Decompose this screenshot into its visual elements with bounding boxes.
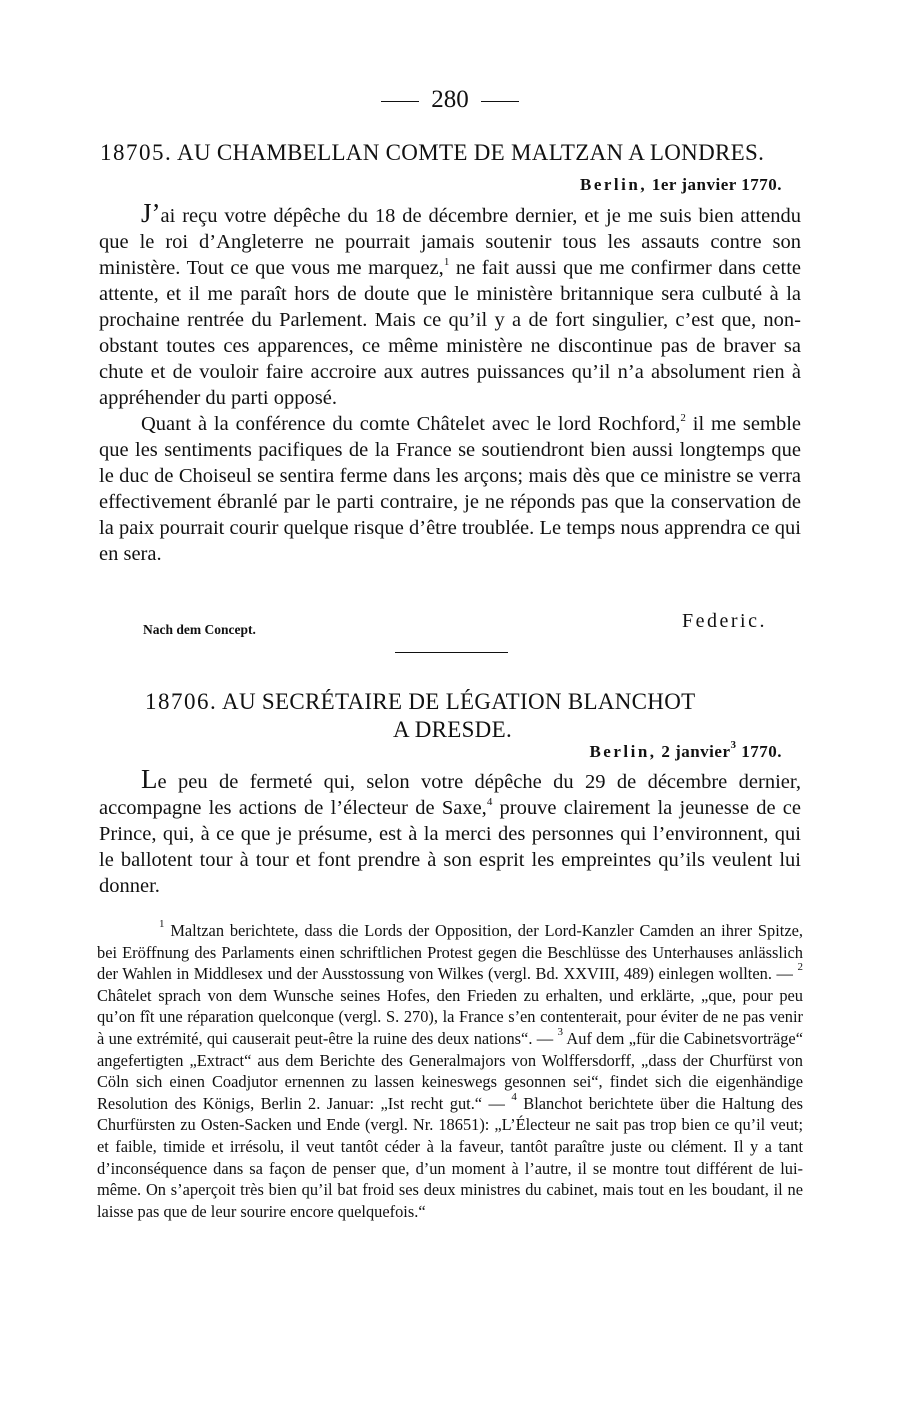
letter-title: AU SECRÉTAIRE DE LÉGATION BLANCHOT [222, 689, 696, 714]
date-text: 2 janvier [661, 742, 731, 761]
letter-dateline [580, 175, 782, 195]
footnote-ref: 3 [730, 739, 737, 751]
footnote-text: Maltzan berichtete, dass die Lords der Opposition, der Lord-Kanzler Camden an ihrer Spitze, bei Eröffnung des Parlaments einen schriftlichen Protest gegen die Beschlüsse des Unterhauses anlässlich der Wahlen in Middlesex und der Ausstossung von Wilkes (vergl. Bd. XXVIII, 489) einlegen wollten. — [97, 921, 803, 984]
paragraph-text: Le peu de fermeté qui, selon votre dépêche du 29 de décembre dernier, accompagne les actions de l’électeur de Saxe, [99, 764, 801, 819]
letter-heading [145, 689, 785, 715]
footnotes [97, 920, 803, 1222]
date-city: Berlin, [580, 175, 648, 194]
footnote-text: Auf dem „für die Cabinetsvorträge“ angefertigten „Extract“ aus dem Berichte des Generalmajors von Wolffersdorff, „dass der Churfürst von Cöln sich einen Coadjutor ernennen zu lassen keineswegs gesonnen sei“, findet sich die eigenhändige Resolution des Königs, Berlin 2. Januar: „Ist recht gut.“ — [97, 1028, 803, 1113]
letter-body [99, 200, 801, 567]
paragraph-text: Quant à la conférence du comte Châtelet avec le lord Rochford, [141, 413, 681, 435]
header-rule-left [381, 101, 419, 102]
footnote-text: Châtelet sprach von dem Wunsche seines Hofes, den Frieden zu erhalten, und erklärte, „que, pour peu qu’on fît une réparation quelconque (vergl. S. 270), la France s’en contenterait, pour éviter de ne pas venir à une extrémité, qui causerait peut-être la ruine des deux nations“. — [97, 985, 803, 1048]
letter-title: AU CHAMBELLAN COMTE DE MALTZAN A LONDRES. [177, 140, 765, 165]
date-year: 1770. [736, 742, 782, 761]
date-city: Berlin, [589, 742, 657, 761]
letter-dateline [589, 739, 782, 762]
signature: Federic. [682, 610, 767, 632]
letter-heading-line2: A DRESDE. [393, 717, 512, 742]
letter-body [99, 766, 801, 899]
paragraph-text: J’ai reçu votre dépêche du 18 de décembre dernier, et je me suis bien attendu que le roi d’Angleterre ne pourrait jamais soutenir tous les assauts contre son ministère. Tout ce que vous me marquez, [99, 198, 801, 279]
paragraph [99, 766, 801, 899]
footnote-mark: 1 [159, 918, 165, 930]
footnote-block [97, 920, 803, 1222]
paragraph [99, 200, 801, 411]
letter-heading [100, 140, 800, 166]
footnote-ref: 4 [486, 796, 493, 808]
section-divider [395, 652, 508, 653]
page-number: 280 [431, 86, 469, 113]
paragraph [99, 411, 801, 567]
letter-number: 18705. [100, 140, 173, 165]
footnote-ref: 1 [443, 256, 450, 268]
footnote-mark: 2 [797, 961, 803, 974]
source-note: Nach dem Concept. [143, 622, 256, 637]
header-rule-right [481, 101, 519, 102]
date-text: 1er janvier 1770. [651, 175, 782, 194]
footnote-mark: 3 [557, 1025, 563, 1038]
letter-number: 18706. [145, 689, 218, 714]
paragraph-text: ne fait aussi que me confirmer dans cette attente, et il me paraît hors de doute que le ministère britannique sera culbuté à la prochaine rentrée du Parlement. Mais ce qu’il y a de fort singulier, c’est que, non-obstant toutes ces apparences, ce même ministère ne discontinue pas de braver sa chute et de vouloir faire accroire aux autres puissances qu’il n’a absolument rien à appréhender du parti opposé. [99, 257, 801, 409]
footnote-mark: 4 [511, 1090, 517, 1103]
running-header [0, 86, 900, 114]
footnote-text: Blanchot berichtete über die Haltung des Churfürsten zu Osten-Sacken und Ende (vergl. Nr. 18651): „L’Électeur ne sait pas trop bien ce qu’il veut; et faible, timide et irrésolu, il veut tantôt céder à la faveur, tantôt paraître juste ou clément. Il y a tant d’inconséquence dans sa façon de penser que, d’un moment à l’autre, il se montre tout différent de lui-même. On s’aperçoit très bien qu’il bat froid ses deux ministres du cabinet, mais tout en les boudant, il ne laisse pas que de leur sourire encore quelquefois.“ [97, 1093, 804, 1221]
paragraph-text: prouve clairement la jeunesse de ce Prince, qui, à ce que je présume, est à la merci des personnes qui l’environnent, qui le ballotent tour à tour et font prendre à son esprit les empreintes qu’ils veulent lui donner. [99, 797, 802, 897]
footnote-ref: 2 [680, 412, 686, 424]
paragraph-text: il me semble que les sentiments pacifiques de la France se soutiendront bien aussi longtemps que le duc de Choiseul se sentira ferme dans les arçons; mais dès que ce ministre se verra effectivement ébranlé par le parti contraire, je ne réponds pas que la conservation de la paix pourrait courir quelque risque d’être troublée. Le temps nous apprendra ce qui en sera. [99, 413, 801, 565]
